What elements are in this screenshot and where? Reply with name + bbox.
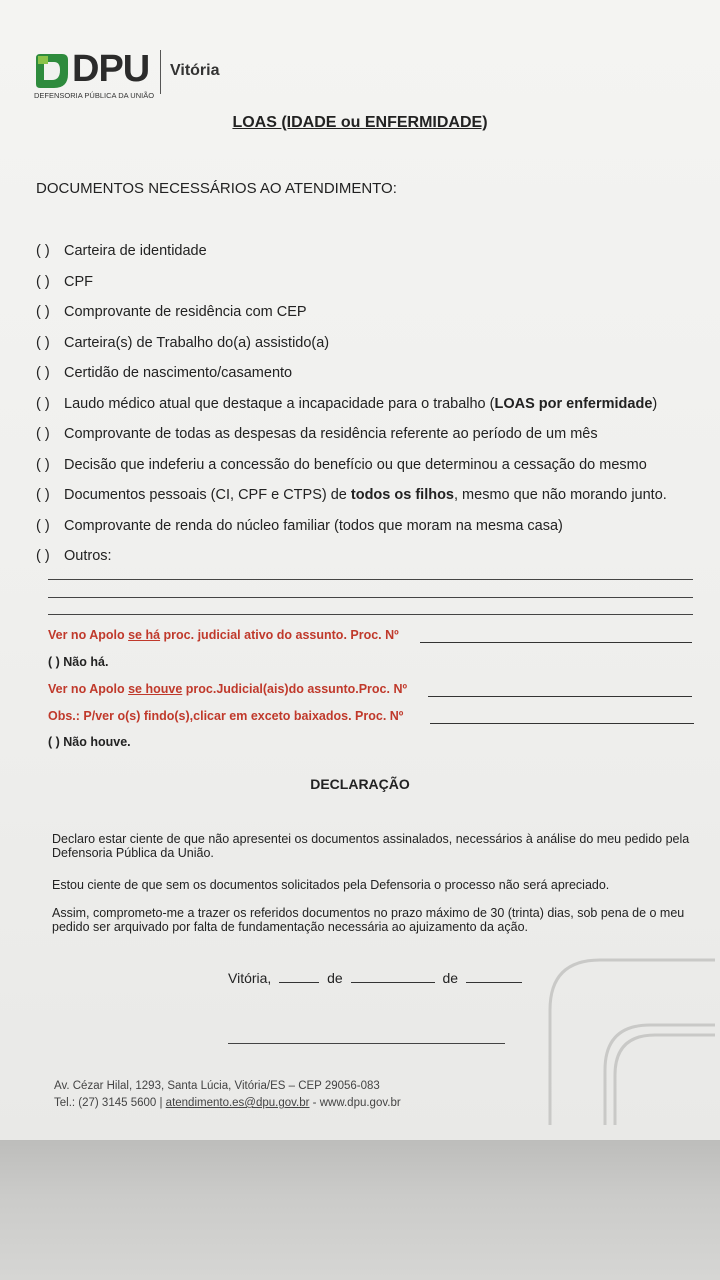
documents-heading: DOCUMENTOS NECESSÁRIOS AO ATENDIMENTO: [36,180,397,197]
checkbox-mark[interactable]: ( ) [36,334,50,351]
apolo-past-process-line: Ver no Apolo se houve proc.Judicial(ais)do assunto.Proc. Nº [48,682,408,696]
nao-houve-option: ( ) Não houve. [48,735,131,749]
checklist-item-text: Outros: [64,548,112,564]
checklist-item [36,487,696,518]
declaration-title: DECLARAÇÃO [310,776,410,792]
checkbox-mark[interactable]: ( ) [36,517,50,534]
footer-contact [54,1078,401,1112]
footer-address: Av. Cézar Hilal, 1293, Santa Lúcia, Vitória/ES – CEP 29056-083 [54,1080,380,1092]
others-blank-line [48,597,693,598]
checkbox-mark[interactable]: ( ) [36,456,50,473]
checklist-item [36,518,696,549]
checkbox-mark[interactable]: ( ) [36,365,50,381]
checklist-item-text: Carteira(s) de Trabalho do(a) assistido(a) [64,334,330,351]
checklist-item-bold: LOAS por enfermidade [494,395,653,412]
apolo-obs-line: Obs.: P/ver o(s) findo(s),clicar em exceto baixados. Proc. Nº [48,709,404,723]
checklist-item-text: Comprovante de residência com CEP [64,304,307,320]
checklist-item-text: Certidão de nascimento/casamento [64,365,293,381]
declaration-paragraph-3: Assim, comprometo-me a trazer os referidos documentos no prazo máximo de 30 (trinta) dias, sob pena de o meu pedido ser arquivado por falta de fundamentação necessária ao ajuizamento da ação. [52,906,685,934]
checklist-item-text: , mesmo que não morando junto. [454,487,667,503]
checklist-item [36,304,696,335]
header-city: Vitória [170,62,220,79]
footer-email-link[interactable]: atendimento.es@dpu.gov.br [165,1097,310,1109]
declaration-paragraph-2: Estou ciente de que sem os documentos solicitados pela Defensoria o processo não será apreciado. [52,878,610,892]
checklist-item-text: Decisão que indeferiu a concessão do benefício ou que determinou a cessação do mesmo [64,456,647,473]
declaration-paragraph-1: Declaro estar ciente de que não apresentei os documentos assinalados, necessários à análise do meu pedido pela Defensoria Pública da União. [52,832,690,860]
checklist-item [36,274,696,305]
checklist-item [36,426,696,457]
checklist-item-text: Carteira de identidade [64,243,207,259]
documents-checklist [36,243,696,579]
date-line: Vitória, de de [228,970,526,986]
checklist-item-bold: todos os filhos [350,487,454,503]
dpu-logo-icon [32,52,70,90]
checkbox-mark[interactable]: ( ) [36,243,50,259]
footer-tel-line: Tel.: (27) 3145 5600 | atendimento.es@dpu.gov.br - www.dpu.gov.br [54,1097,401,1109]
checkbox-mark[interactable]: ( ) [36,548,50,564]
checklist-item-text: Documentos pessoais (CI, CPF e CTPS) de [64,487,351,503]
checklist-item-text: ) [652,395,658,412]
dpu-watermark-icon [540,950,720,1140]
page-title: LOAS (IDADE ou ENFERMIDADE) [232,114,488,131]
checklist-item-text: CPF [64,273,93,290]
checklist-item [36,243,696,274]
process-number-blank [430,723,694,724]
checkbox-mark[interactable]: ( ) [36,487,50,503]
others-blank-line [48,579,693,580]
checkbox-mark[interactable]: ( ) [36,273,50,290]
nao-ha-option: ( ) Não há. [48,655,109,669]
checklist-item [36,365,696,396]
others-blank-line [48,614,693,615]
checklist-item [36,335,696,366]
checklist-item [36,396,696,427]
process-number-blank [420,642,692,643]
apolo-active-process-line: Ver no Apolo se há proc. judicial ativo do assunto. Proc. Nº [48,628,399,642]
checklist-item [36,548,696,579]
checklist-item-text: Laudo médico atual que destaque a incapacidade para o trabalho ( [64,395,495,412]
checklist-item-text: Comprovante de renda do núcleo familiar (todos que moram na mesma casa) [64,517,563,534]
process-number-blank [428,696,692,697]
background-surface [0,1140,720,1280]
checklist-item-text: Comprovante de todas as despesas da residência referente ao período de um mês [64,426,598,442]
logo-text: DPU [72,48,150,90]
checklist-item [36,457,696,488]
checkbox-mark[interactable]: ( ) [36,304,50,320]
signature-line [228,1043,505,1044]
checkbox-mark[interactable]: ( ) [36,426,50,442]
logo-subtitle: DEFENSORIA PÚBLICA DA UNIÃO [34,91,155,100]
header-divider [160,50,161,94]
checkbox-mark[interactable]: ( ) [36,395,50,412]
